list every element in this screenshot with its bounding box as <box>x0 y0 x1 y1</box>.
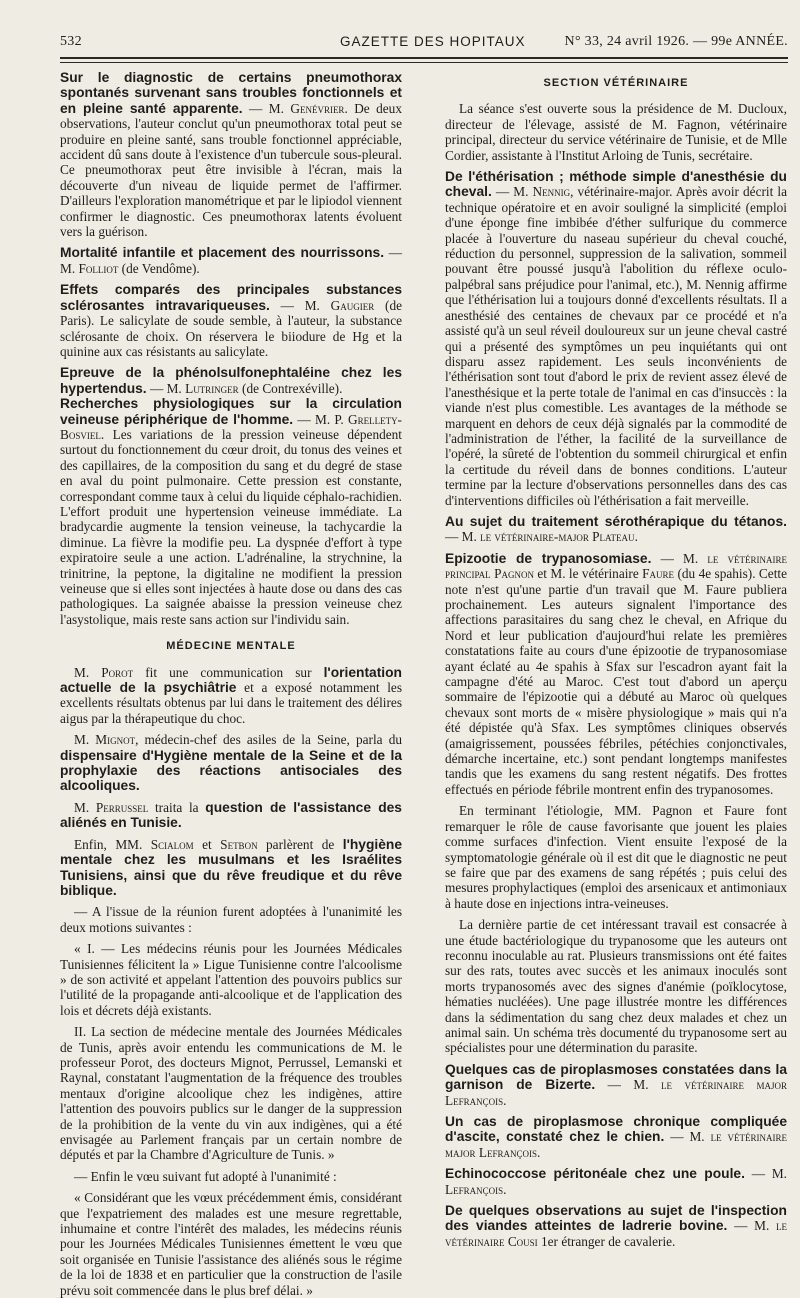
author-name: Setbon <box>220 836 258 852</box>
paragraph-motion-1: « I. — Les médecins réunis pour les Journées Médicales Tunisiennes félicitent la » Ligue Tunisienne contre l'alcoolisme » de son activité et appelant l'attention des pouvoirs publics sur l'utilité de la propagande anti-alcoolique et de l'application des lois et décrets déjà existants. <box>60 941 402 1018</box>
abstract-title: Epizootie de trypanosomiase. <box>445 550 652 566</box>
abstract-author: M. le vétérinaire-major Plateau <box>461 529 635 545</box>
abstract-author: M. le vétérinaire major Lefrançois <box>445 1077 787 1108</box>
author-name: Scialom <box>150 836 194 852</box>
abstract-text: . <box>634 529 638 545</box>
abstract-author: M. le vétérinaire principal Pagnon <box>445 550 788 582</box>
paragraph-etiologie: En terminant l'étiologie, MM. Pagnon et Faure font remarquer le rôle de cause favorisante que jouent les plaies comme surfaces d'infection. Vient ensuite l'exposé de la symptomatologie générale où il est dit que le diagnostic ne peut se faire que par des examens de sang répétés ; puis celui des mesures prophylactiques (emploi des arsenicaux et antimoniaux à haute dose en injections intra-veineuses. <box>445 803 787 911</box>
topic-title: question de l'assistance des aliénés en Tunisie. <box>60 799 402 831</box>
text-run: Enfin, MM. <box>74 836 151 852</box>
text-run: médecin-chef des asiles de la Seine, parla du <box>138 732 402 748</box>
text-run: et <box>193 836 221 852</box>
page-header <box>60 34 788 52</box>
text-run: traita la <box>148 799 206 815</box>
abstract-author: M. P. Grellety-Bosviel. <box>60 411 402 442</box>
author-name: M. Perrussel <box>74 799 149 815</box>
left-column <box>60 70 403 1298</box>
abstract-pneumothorax: Sur le diagnostic de certains pneumothorax spontanés survenant sans troubles fonctionnels et en pleine santé apparente. — M. Genévrier. De deux observations, l'auteur conclut qu'un pneumothorax total peut se produire en pleine santé, sans trouble fonctionnel appréciable, accident dû sans doute à l'existence d'un tubercule sous-pleural. Ce pneumothorax peut être invisible à l'écran, mais la découverte d'un niveau de liquide permet de l'affirmer. D'ailleurs l'exploration manométrique et par le lipiodol viennent confirmer le diagnostic. Ces pneumothorax latents évoluent vers la guérison. <box>60 70 402 240</box>
abstract-title: Recherches physiologiques sur la circulation veineuse périphérique de l'homme. <box>60 396 402 427</box>
section-heading-veterinaire: SECTION VÉTÉRINAIRE <box>543 77 689 89</box>
abstract-sclerosantes: Effets comparés des principales substances sclérosantes intravariqueuses. — M. Gaugier (de Paris). Le salicylate de soude semble, à l'auteur, la substance sclérosante de choix. On réservera le biiodure de Hg et la quinine aux cas résistants au salicylate. <box>60 282 402 359</box>
abstract-title: Au sujet du traitement sérothérapique du tétanos. <box>445 513 787 529</box>
abstract-trypanosomiase: Epizootie de trypanosomiase. — M. le vétérinaire principal Pagnon et M. le vétérinaire Faure (du 4e spahis). Cette note n'est qu'une partie d'un travail que M. Faure publiera prochainement. Les auteurs signalent l'importance des affections parasitaires du sang chez le cheval, en Afrique du Nord et leur publication d'aujourd'hui relate les premières constatations faite au cours d'une épizootie de trypanosomiase ayant éclaté au 4e spahis à Sfax sur l'escadron ayant fait la campagne d'été au Maroc. C'est tout d'abord un aperçu sommaire de l'épizootie qui a débuté au Maroc où quelques chevaux sont morts de « misère physiologique » mais qui n'a été dépistée qu'à Sfax. Les symptômes cliniques observés (amaigrissement, poussées fébriles, pétéchies conjonctivales, démarche incertaine, etc.) sont pendant longtemps manifestes tandis que les examens du sang restent négatifs. Des frottes effectués en période fébrile montrent enfin des trypanosomes. <box>445 550 788 797</box>
abstract-piroplasmoses: Quelques cas de piroplasmoses constatées dans la garnison de Bizerte. — M. le vétérinaire major Lefrançois. <box>445 1061 787 1108</box>
abstract-phenolsulfone: Epreuve de la phénolsulfonephtaléine chez les hypertendus. — M. Lutringer (de Contrexéville). <box>60 365 402 396</box>
abstract-author: M. Folliot <box>60 260 119 276</box>
text-run: et a exposé notamment les excellents résultats obtenus par lui dans le traitement des délires aigus par la thérapeutique du choc. <box>60 680 403 726</box>
abstract-title: Effets comparés des principales substances sclérosantes intravariqueuses. <box>60 282 402 313</box>
abstract-title: Sur le diagnostic de certains pneumothorax spontanés survenant sans troubles fonctionnels et en pleine santé apparente. <box>60 70 402 116</box>
paragraph-motions-intro: — A l'issue de la réunion furent adoptées à l'unanimité les deux motions suivantes : <box>60 904 402 935</box>
paragraph-perrussel <box>60 800 402 831</box>
abstract-author: M. le vétérinaire major Lefrançois <box>445 1129 788 1160</box>
paragraph-scialom-setbon <box>60 837 402 899</box>
abstract-title: De l'éthérisation ; méthode simple d'anesthésie du cheval. <box>445 169 787 200</box>
abstract-text: 1er étranger de cavalerie. <box>537 1233 676 1249</box>
abstract-author: M. Genévrier. <box>268 100 348 116</box>
abstract-author: M. Lefrançois <box>445 1166 787 1197</box>
paragraph-bacteriologie: La dernière partie de cet intéressant travail est consacrée à une étude bactériologique du trypanosome que les auteurs ont reconnu inoculable au rat. Plusieurs transmissions ont été faites sur des rats, toutes avec succès et les animaux inoculés sont morts trypanosomés avec des signes d'anémie (poïklocytose, hématies nucléées). Une page illustrée montre les différences dans la sédimentation du sang chez deux malades et chez un animal sain. Un schéma très documenté du trypanosome sert au spécialistes pour une détermination du parasite. <box>445 917 787 1056</box>
right-column <box>445 70 788 1249</box>
abstract-author: M. Nennig, <box>513 184 574 200</box>
abstract-text: (de Contrexéville). <box>238 380 343 396</box>
abstract-text: . <box>503 1181 507 1197</box>
text-run: et M. le vétérinaire <box>533 566 643 582</box>
abstract-echinococcose: Echinococcose péritonéale chez une poule. — M. Lefrançois. <box>445 1166 787 1197</box>
issue-info: N° 33, 24 avril 1926. — 99e ANNÉE. <box>564 34 788 49</box>
topic-title: l'hygiène mentale chez les musulmans et les Israélites Tunisiens, ainsi que du rêve freudique et du rêve biblique. <box>60 836 402 898</box>
paragraph-mignot <box>60 732 402 794</box>
abstract-text: . <box>536 1144 541 1160</box>
abstract-title: Echinococcose péritonéale chez une poule. <box>445 1166 745 1182</box>
abstract-text: Les variations de la pression veineuse dépendent surtout du fonctionnement du cœur droit, du tonus des veines et des capillaires, de la composition du sang et du degré de stase en aval du point pulmonaire. Cette pression est constante, correspondant comme taux à celui du liquide céphalo-rachidien. L'effort produit une hypertension veineuse immédiate. La bradycardie augmente la tension veineuse, la tachycardie la diminue. La fièvre la modifie peu. La dyspnée d'effort à type expiratoire seule a une action. L'adrénaline, la strychnine, la trinitrine, la peptone, la digitaline ne modifient la pression veineuse que si elles sont injectées à haute dose ou dans des cas pathologiques. La saignée abaisse la pression veineuse chez l'asystolique, mais reste sans action sur l'individu sain. <box>60 426 402 627</box>
paragraph-voeu: « Considérant que les vœux précédemment émis, considérant que l'expatriement des malades est une mesure regrettable, inhumaine et contre l'intérêt des malades, les médecins réunis pour les Journées Médicales Tunisiennes émettent le vœu que soit organisée en Tunisie l'assistance des aliénés sous le régime de la loi de 1838 et en particulier que la construction de l'asile prévu soit commencée dans le plus bref délai. » <box>60 1190 402 1298</box>
paragraph-motion-2: II. La section de médecine mentale des Journées Médicales de Tunis, après avoir entendu les communications de M. le professeur Porot, des docteurs Mignot, Perrussel, Lemanski et Raynal, constatant l'augmentation de la fréquence des troubles mentaux d'origine alcoolique chez les indigènes, attire l'attention des pouvoirs publics sur le danger de la suppression de la prohibition de la vente du vin aux indigènes, qui a été envisagée au Parlement français par un certain nombre de députés et par la Chambre d'Agriculture de Tunis. » <box>60 1024 402 1163</box>
header-rule-bottom <box>60 62 788 63</box>
abstract-author: M. Gaugier <box>304 297 375 313</box>
abstract-title: Mortalité infantile et placement des nourrissons. <box>60 245 385 261</box>
abstract-text: De deux observations, l'auteur conclut qu'un pneumothorax total peut se produire en pleine santé, sans trouble fonctionnel appréciable, accident dû sans doute à l'existence d'un tubercule sous-pleural. Ce pneumothorax peut être invisible à l'écran, mais la découverte d'un niveau de liquide permet de l'affirmer. D'ailleurs l'exploration manométrique et par le lipiodol viennent confirmer le diagnostic. Ces pneumothorax latents évoluent vers la guérison. <box>60 100 402 240</box>
section-heading-medecine-mentale: MÉDECINE MENTALE <box>166 640 296 653</box>
abstract-title: De quelques observations au sujet de l'inspection des viandes atteintes de ladrerie bovine. <box>445 1203 787 1234</box>
abstract-title: Epreuve de la phénolsulfonephtaléine chez les hypertendus. <box>60 365 402 396</box>
author-name: M. Mignot, <box>74 732 139 748</box>
paragraph-voeu-intro: — Enfin le vœu suivant fut adopté à l'unanimité : <box>74 1168 337 1184</box>
abstract-title: Un cas de piroplasmose chronique compliquée d'ascite, constaté chez le chien. <box>445 1114 787 1145</box>
abstract-text: vétérinaire-major. Après avoir décrit la technique opératoire et en avoir souligné la simplicité (emploi d'une éponge fine imbibée d'éther sulfurique du commerce placée à l'ouverture du naseau supérieur du cheval couché, réduction du personnel, suppression de la salivation, sommeil pouvant être poussé jusqu'à l'abolition du réflexe oculo-palpébral sans préjudice pour l'animal, etc.), M. Nennig affirme que l'éthérisation lui a toujours donné d'excellents résultats. Il a anesthésié des centaines de chevaux par ce procédé et n'a assisté qu'à un seul réveil douloureux sur un jeune cheval castré qui a présenté des symptômes un peu inquiétants qui ont disparu assez rapidement. Les seuls inconvénients de l'éthérisation sont tout d'abord le prix de revient assez élevé de l'anesthésique et la perte totale de l'animal en cas d'insuccès : la viande n'est plus comestible. Les avantages de la méthode se marquent en dehors de ceux déjà signalés par la commodité de l'administration de l'éther, la facilité de la surveillance de l'opéré, la sûreté de l'obtention du sommeil chirurgical et enfin la certitude du réveil dans de bonnes conditions. L'auteur termine par la lecture d'observations personnelles dans des cas d'interventions difficiles où l'éthérisation a fait merveille. <box>445 184 787 508</box>
abstract-title: Quelques cas de piroplasmoses constatées dans la garnison de Bizerte. <box>445 1061 787 1093</box>
abstract-ladrerie: De quelques observations au sujet de l'inspection des viandes atteintes de ladrerie bovine. — M. le vétérinaire Cousi 1er étranger de cavalerie. <box>445 1203 787 1249</box>
abstract-piroplasmose-chien: Un cas de piroplasmose chronique compliquée d'ascite, constaté chez le chien. — M. le vétérinaire major Lefrançois. <box>445 1114 788 1160</box>
abstract-circulation: Recherches physiologiques sur la circulation veineuse périphérique de l'homme. — M. P. Grellety-Bosviel. Les variations de la pression veineuse dépendent surtout du fonctionnement du cœur droit, du tonus des veines et des capillaires, de la composition du sang et du degré de stase en aval du point pulmonaire. Cette pression est constante, correspondant comme taux à celui du liquide céphalo-rachidien. L'effort produit une hypertension veineuse immédiate. La bradycardie augmente la tension veineuse, la tachycardie la diminue. La fièvre la modifie peu. La dyspnée d'effort à type expiratoire seule a une action. L'adrénaline, la strychnine, la trinitrine, la peptone, la digitaline ne modifient la pression veineuse que si elles sont injectées à haute dose ou dans des cas pathologiques. La saignée abaisse la pression veineuse chez l'asystolique, mais reste sans action sur l'individu sain. <box>60 396 402 627</box>
text-run: fit une communication sur <box>133 664 324 680</box>
topic-title: dispensaire d'Hygiène mentale de la Seine et de la prophylaxie des réactions antisociales des alcooliques. <box>60 747 402 794</box>
abstract-text: (de Paris). Le salicylate de soude semble, à l'auteur, la substance sclérosante de choix. On réservera le biiodure de Hg et la quinine aux cas résistants au salicylate. <box>60 297 402 359</box>
abstract-author: M. le vétérinaire Cousi <box>445 1218 787 1249</box>
author-name: M. Porot <box>74 664 134 680</box>
abstract-tetanos: Au sujet du traitement sérothérapique du tétanos. — M. le vétérinaire-major Plateau. <box>445 513 787 545</box>
topic-title: l'orientation actuelle de la psychiâtrie <box>60 664 402 696</box>
abstract-author: Faure <box>642 566 675 582</box>
abstract-text: (du 4e spahis). Cette note n'est qu'une partie d'un travail que M. Faure publiera prochainement. Les auteurs signalent l'importance des affections parasitaires du sang chez le cheval, en Afrique du Nord et leur publication d'aujourd'hui relate les premières constatations faite au cours d'une épizootie de trypanosomiase ayant éclaté au 4e spahis à Sfax sur l'escadron ayant fait la campagne d'été au Maroc. C'est tout d'abord un aperçu sommaire de l'épizootie qui a débuté au Maroc où quelques chevaux sont morts de « misère physiologique » mais qui n'a été dépistée qu'à Sfax. Les symptômes cliniques observés (amaigrissement, poussées fébriles, pétéchies conjonctivales, démarche incertaine, etc.) sont pendant longtemps manifestes tandis que les examens du sang restent négatifs. Des frottes effectués en période fébrile montrent enfin des trypanosomes. <box>445 566 787 797</box>
abstract-text: . <box>503 1092 507 1108</box>
text-run: parlèrent de <box>257 836 343 852</box>
abstract-author: M. Lutringer <box>166 380 239 396</box>
abstract-text: (de Vendôme). <box>118 260 200 276</box>
paragraph-seance: La séance s'est ouverte sous la présidence de M. Ducloux, directeur de l'élevage, assisté de M. Fagnon, vétérinaire principal, directeur du service vétérinaire de Tunisie, et de Mlle Cordier, assistante à l'Institut Arloing de Tunis, secrétaire. <box>445 101 787 163</box>
journal-title: GAZETTE DES HOPITAUX <box>340 34 526 49</box>
header-rule-top <box>60 57 788 59</box>
abstract-mortalite: Mortalité infantile et placement des nourrissons. — M. Folliot (de Vendôme). <box>60 245 402 276</box>
abstract-etherisation: De l'éthérisation ; méthode simple d'anesthésie du cheval. — M. Nennig, vétérinaire-major. Après avoir décrit la technique opératoire et en avoir souligné la simplicité (emploi d'une éponge fine imbibée d'éther sulfurique du commerce placée à l'ouverture du naseau supérieur du cheval couché, réduction du personnel, suppression de la salivation, sommeil pouvant être poussé jusqu'à l'abolition du réflexe oculo-palpébral sans préjudice pour l'animal, etc.), M. Nennig affirme que l'éthérisation lui a toujours donné d'excellents résultats. Il a anesthésié des centaines de chevaux par ce procédé et n'a assisté qu'à un seul réveil douloureux sur un jeune cheval castré qui a présenté des symptômes un peu inquiétants qui ont disparu assez rapidement. Les seuls inconvénients de l'éthérisation sont tout d'abord le prix de revient assez élevé de l'anesthésique et la perte totale de l'animal en cas d'insuccès : la viande n'est plus comestible. Les avantages de la méthode se marquent en dehors de ceux déjà signalés par la commodité de l'administration de l'éther, la facilité de la surveillance de l'opéré, la sûreté de l'obtention du sommeil chirurgical et enfin la certitude du réveil dans de bonnes conditions. L'auteur termine par la lecture d'observations personnelles dans des cas d'interventions difficiles où l'éthérisation a fait merveille. <box>445 169 787 508</box>
page-number: 532 <box>60 34 82 49</box>
paragraph-porot <box>60 665 402 727</box>
